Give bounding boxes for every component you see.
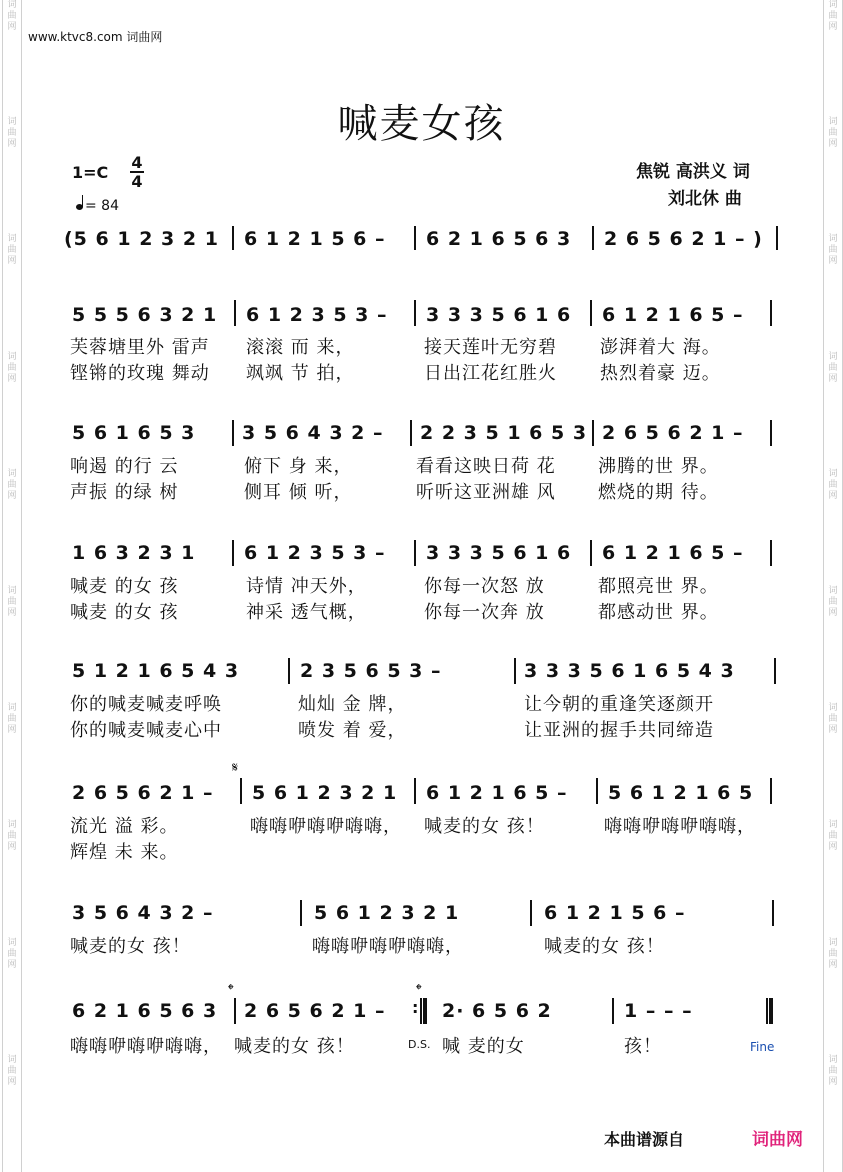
watermark-glyph: 曲: [828, 597, 838, 608]
watermark-glyph: 词: [828, 468, 838, 479]
watermark-glyph: 网: [7, 256, 17, 267]
ds-mark: D.S.: [408, 1038, 431, 1051]
watermark-glyph: 网: [7, 373, 17, 384]
side-watermark-left: [2, 0, 22, 1172]
measure: 3 5 6 4 3 2 –: [242, 422, 384, 444]
watermark-glyph: 网: [7, 959, 17, 970]
time-signature: [130, 154, 144, 190]
measure: 6 1 2 1 6 5 –: [602, 542, 744, 564]
lyric-line: 喊麦 的女 孩: [70, 576, 179, 597]
repeat-barline-icon: [420, 998, 427, 1024]
lyric-line: 嗨嗨咿嗨咿嗨嗨，: [70, 1036, 222, 1057]
lyric-line: 嗨嗨咿嗨咿嗨嗨，: [312, 936, 464, 957]
watermark-glyph: 曲: [828, 11, 838, 21]
lyric-line: 俯下 身 来，: [244, 456, 353, 477]
watermark-glyph: 网: [7, 608, 17, 619]
repeat-dots-icon: :: [412, 998, 420, 1017]
measure: 6 1 2 3 5 3 –: [246, 304, 388, 326]
watermark-glyph: 网: [828, 1076, 838, 1087]
lyric-line: 喊麦的女 孩！: [424, 816, 545, 837]
song-title: 喊麦女孩: [337, 101, 506, 147]
side-watermark-right: [823, 0, 843, 1172]
lyric-line: 铿锵的玫瑰 舞动: [70, 363, 210, 384]
watermark-glyph: 词: [828, 1054, 838, 1065]
fine-mark: Fine: [750, 1040, 775, 1054]
watermark-glyph: 曲: [7, 128, 17, 139]
measure: 5 6 1 2 3 2 1: [252, 782, 398, 804]
measure: 6 1 2 1 5 6 –: [544, 902, 686, 924]
measure: 5 6 1 6 5 3: [72, 422, 196, 444]
lyric-line: 日出江花红胜火: [424, 363, 557, 384]
watermark-glyph: 网: [828, 139, 838, 150]
watermark-glyph: 曲: [828, 245, 838, 256]
lyric-line: 喷发 着 爱，: [298, 720, 407, 741]
measure: 2 2 3 5 1 6 5 3: [420, 422, 588, 444]
quarter-note-icon: [76, 204, 83, 210]
watermark-glyph: 词: [828, 0, 838, 10]
watermark-glyph: 曲: [828, 948, 838, 959]
final-barline-icon: [766, 998, 773, 1024]
watermark-glyph: 词: [828, 117, 838, 128]
measure: 6 1 2 1 5 6 –: [244, 228, 386, 250]
measure: 2 6 5 6 2 1 –: [72, 782, 214, 804]
tempo-marking: [76, 198, 119, 214]
lyric-line: 接天莲叶无穷碧: [424, 337, 557, 358]
watermark-glyph: 词: [7, 703, 17, 714]
watermark-glyph: 词: [7, 468, 17, 479]
measure: 3 5 6 4 3 2 –: [72, 902, 214, 924]
watermark-glyph: 词: [828, 234, 838, 245]
measure: 6 1 2 1 6 5 –: [426, 782, 568, 804]
watermark-glyph: 曲: [828, 362, 838, 373]
watermark-glyph: 曲: [7, 948, 17, 959]
lyric-line: 你的喊麦喊麦呼唤: [70, 694, 222, 715]
brand-logo-text[interactable]: 词曲网: [752, 1130, 803, 1150]
measure: 6 1 2 3 5 3 –: [244, 542, 386, 564]
watermark-glyph: 网: [7, 22, 17, 32]
watermark-glyph: 词: [7, 586, 17, 597]
lyric-line: 看看这映日荷 花: [416, 456, 556, 477]
lyric-line: 灿灿 金 牌，: [298, 694, 407, 715]
time-signature-top: 4: [131, 153, 143, 172]
watermark-glyph: 词: [7, 0, 17, 10]
watermark-glyph: 词: [828, 703, 838, 714]
measure: 3 3 3 5 6 1 6 5 4 3: [524, 660, 735, 682]
watermark-glyph: 曲: [828, 479, 838, 490]
watermark-glyph: 网: [7, 490, 17, 501]
watermark-glyph: 曲: [7, 714, 17, 725]
watermark-glyph: 网: [828, 22, 838, 32]
lyric-line: 喊麦的女 孩！: [544, 936, 665, 957]
lyric-line: 让今朝的重逢笑逐颜开: [524, 694, 714, 715]
source-label: 本曲谱源自: [604, 1130, 685, 1149]
lyric-line: 侧耳 倾 听，: [244, 482, 353, 503]
segno-icon: 𝄋: [232, 760, 239, 776]
lyric-line: 热烈着豪 迈。: [600, 363, 721, 384]
measure: 2 6 5 6 2 1 –: [602, 422, 744, 444]
measure: 6 2 1 6 5 6 3: [426, 228, 572, 250]
lyric-line: 飒飒 节 拍，: [246, 363, 355, 384]
lyric-line: 诗情 冲天外，: [246, 576, 367, 597]
lyric-line: 喊麦的女 孩！: [70, 936, 191, 957]
watermark-glyph: 词: [7, 117, 17, 128]
watermark-glyph: 网: [828, 608, 838, 619]
measure: 5 6 1 2 3 2 1: [314, 902, 460, 924]
lyric-line: 喊麦 的女 孩: [70, 602, 179, 623]
watermark-glyph: 网: [828, 490, 838, 501]
lyric-line: 你每一次奔 放: [424, 602, 545, 623]
watermark-glyph: 词: [828, 586, 838, 597]
watermark-glyph: 词: [828, 351, 838, 362]
measure: 2 6 5 6 2 1 – ): [604, 228, 763, 250]
watermark-glyph: 曲: [7, 597, 17, 608]
watermark-glyph: 网: [7, 842, 17, 853]
watermark-glyph: 词: [7, 234, 17, 245]
lyric-line: 流光 溢 彩。: [70, 816, 179, 837]
composer-credit: 刘北休 曲: [668, 189, 742, 209]
watermark-glyph: 曲: [7, 362, 17, 373]
watermark-glyph: 词: [7, 937, 17, 948]
watermark-glyph: 网: [7, 1076, 17, 1087]
watermark-glyph: 曲: [828, 831, 838, 842]
watermark-glyph: 网: [828, 373, 838, 384]
watermark-glyph: 网: [7, 725, 17, 736]
watermark-glyph: 网: [828, 725, 838, 736]
tempo-value: = 84: [85, 198, 119, 214]
coda-icon: 𝄌: [228, 980, 234, 999]
measure: 5 6 1 2 1 6 5: [608, 782, 754, 804]
lyricist-credit: 焦锐 高洪义 词: [636, 162, 750, 182]
measure: 6 2 1 6 5 6 3: [72, 1000, 218, 1022]
watermark-glyph: 词: [7, 351, 17, 362]
lyric-line: 声振 的绿 树: [70, 482, 179, 503]
watermark-glyph: 曲: [7, 11, 17, 21]
lyric-line: 沸腾的世 界。: [598, 456, 719, 477]
lyric-line: 孩！: [624, 1036, 662, 1057]
measure: 2 3 5 6 5 3 –: [300, 660, 442, 682]
measure: 5 5 5 6 3 2 1: [72, 304, 218, 326]
watermark-glyph: 网: [828, 842, 838, 853]
measure: 2 6 5 6 2 1 –: [244, 1000, 386, 1022]
measure: 5 1 2 1 6 5 4 3: [72, 660, 240, 682]
watermark-glyph: 曲: [828, 1065, 838, 1076]
watermark-glyph: 曲: [7, 479, 17, 490]
measure: 1 – – –: [624, 1000, 693, 1022]
lyric-line: 嗨嗨咿嗨咿嗨嗨，: [604, 816, 756, 837]
watermark-glyph: 曲: [828, 128, 838, 139]
lyric-line: 让亚洲的握手共同缔造: [524, 720, 714, 741]
measure: 3 3 3 5 6 1 6: [426, 542, 572, 564]
measure: 6 1 2 1 6 5 –: [602, 304, 744, 326]
watermark-glyph: 曲: [7, 1065, 17, 1076]
lyric-line: 芙蓉塘里外 雷声: [70, 337, 210, 358]
lyric-line: 喊 麦的女: [442, 1036, 525, 1057]
lyric-line: 嗨嗨咿嗨咿嗨嗨，: [250, 816, 402, 837]
watermark-glyph: 曲: [7, 245, 17, 256]
lyric-line: 响遏 的行 云: [70, 456, 179, 477]
coda-icon: 𝄌: [416, 980, 422, 999]
lyric-line: 燃烧的期 待。: [598, 482, 719, 503]
measure: 1 6 3 2 3 1: [72, 542, 196, 564]
watermark-glyph: 曲: [828, 714, 838, 725]
lyric-line: 滚滚 而 来，: [246, 337, 355, 358]
watermark-glyph: 词: [828, 820, 838, 831]
watermark-glyph: 词: [828, 937, 838, 948]
watermark-glyph: 词: [7, 820, 17, 831]
watermark-glyph: 曲: [7, 831, 17, 842]
site-watermark: www.ktvc8.com 词曲网: [28, 30, 163, 44]
lyric-line: 听听这亚洲雄 风: [416, 482, 556, 503]
watermark-glyph: 网: [828, 256, 838, 267]
measure: 2· 6 5 6 2: [442, 1000, 552, 1022]
key-signature: 1=C: [72, 163, 109, 182]
lyric-line: 辉煌 未 来。: [70, 842, 179, 863]
measure: 3 3 3 5 6 1 6: [426, 304, 572, 326]
lyric-line: 神采 透气概，: [246, 602, 367, 623]
watermark-glyph: 词: [7, 1054, 17, 1065]
lyric-line: 都照亮世 界。: [598, 576, 719, 597]
lyric-line: 你的喊麦喊麦心中: [70, 720, 222, 741]
watermark-glyph: 网: [7, 139, 17, 150]
time-signature-bottom: 4: [131, 172, 143, 191]
lyric-line: 澎湃着大 海。: [600, 337, 721, 358]
measure: (5 6 1 2 3 2 1: [64, 228, 219, 250]
watermark-glyph: 网: [828, 959, 838, 970]
lyric-line: 喊麦的女 孩！: [234, 1036, 355, 1057]
lyric-line: 都感动世 界。: [598, 602, 719, 623]
lyric-line: 你每一次怒 放: [424, 576, 545, 597]
